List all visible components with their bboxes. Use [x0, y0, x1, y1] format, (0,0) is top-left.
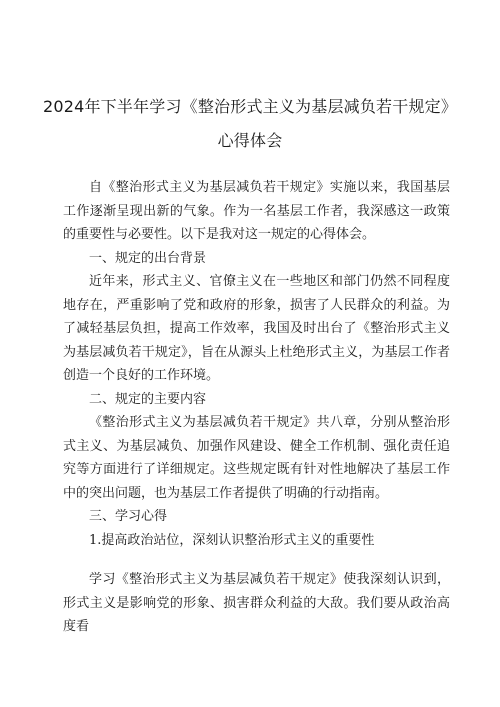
- subsection-heading-1: 1.提高政治站位，深刻认识整治形式主义的重要性: [89, 532, 375, 548]
- intro-paragraph: 自《整治形式主义为基层减负若干规定》实施以来，我国基层工作逐渐呈现出新的气象。作为一名基层工作者，我深感这一政策的重要性与必要性。以下是我对这一规定的心得体会。: [63, 180, 450, 242]
- document-body: [63, 176, 450, 639]
- document-title: 2024年下半年学习《整治形式主义为基层减负若干规定》: [42, 97, 458, 116]
- document-subtitle: 心得体会: [217, 131, 283, 150]
- insight-paragraph-1: 学习《整治形式主义为基层减负若干规定》使我深刻认识到，形式主义是影响党的形象、损害群众利益的大敌。我们要从政治高度看: [63, 572, 450, 634]
- section-heading-background: 一、规定的出台背景: [89, 250, 207, 266]
- background-paragraph: 近年来，形式主义、官僚主义在一些地区和部门仍然不同程度地存在，严重影响了党和政府的形象，损害了人民群众的利益。为了减轻基层负担，提高工作效率，我国及时出台了《整治形式主义为基层减负若干规定》，旨在从源头上杜绝形式主义，为基层工作者创造一个良好的工作环境。: [63, 274, 450, 383]
- section-heading-content: 二、规定的主要内容: [89, 391, 207, 407]
- content-paragraph: 《整治形式主义为基层减负若干规定》共八章，分别从整治形式主义、为基层减负、加强作风建设、健全工作机制、强化责任追究等方面进行了详细规定。这些规定既有针对性地解决了基层工作中的突出问题，也为基层工作者提供了明确的行动指南。: [63, 415, 450, 501]
- section-heading-insights: 三、学习心得: [89, 509, 168, 524]
